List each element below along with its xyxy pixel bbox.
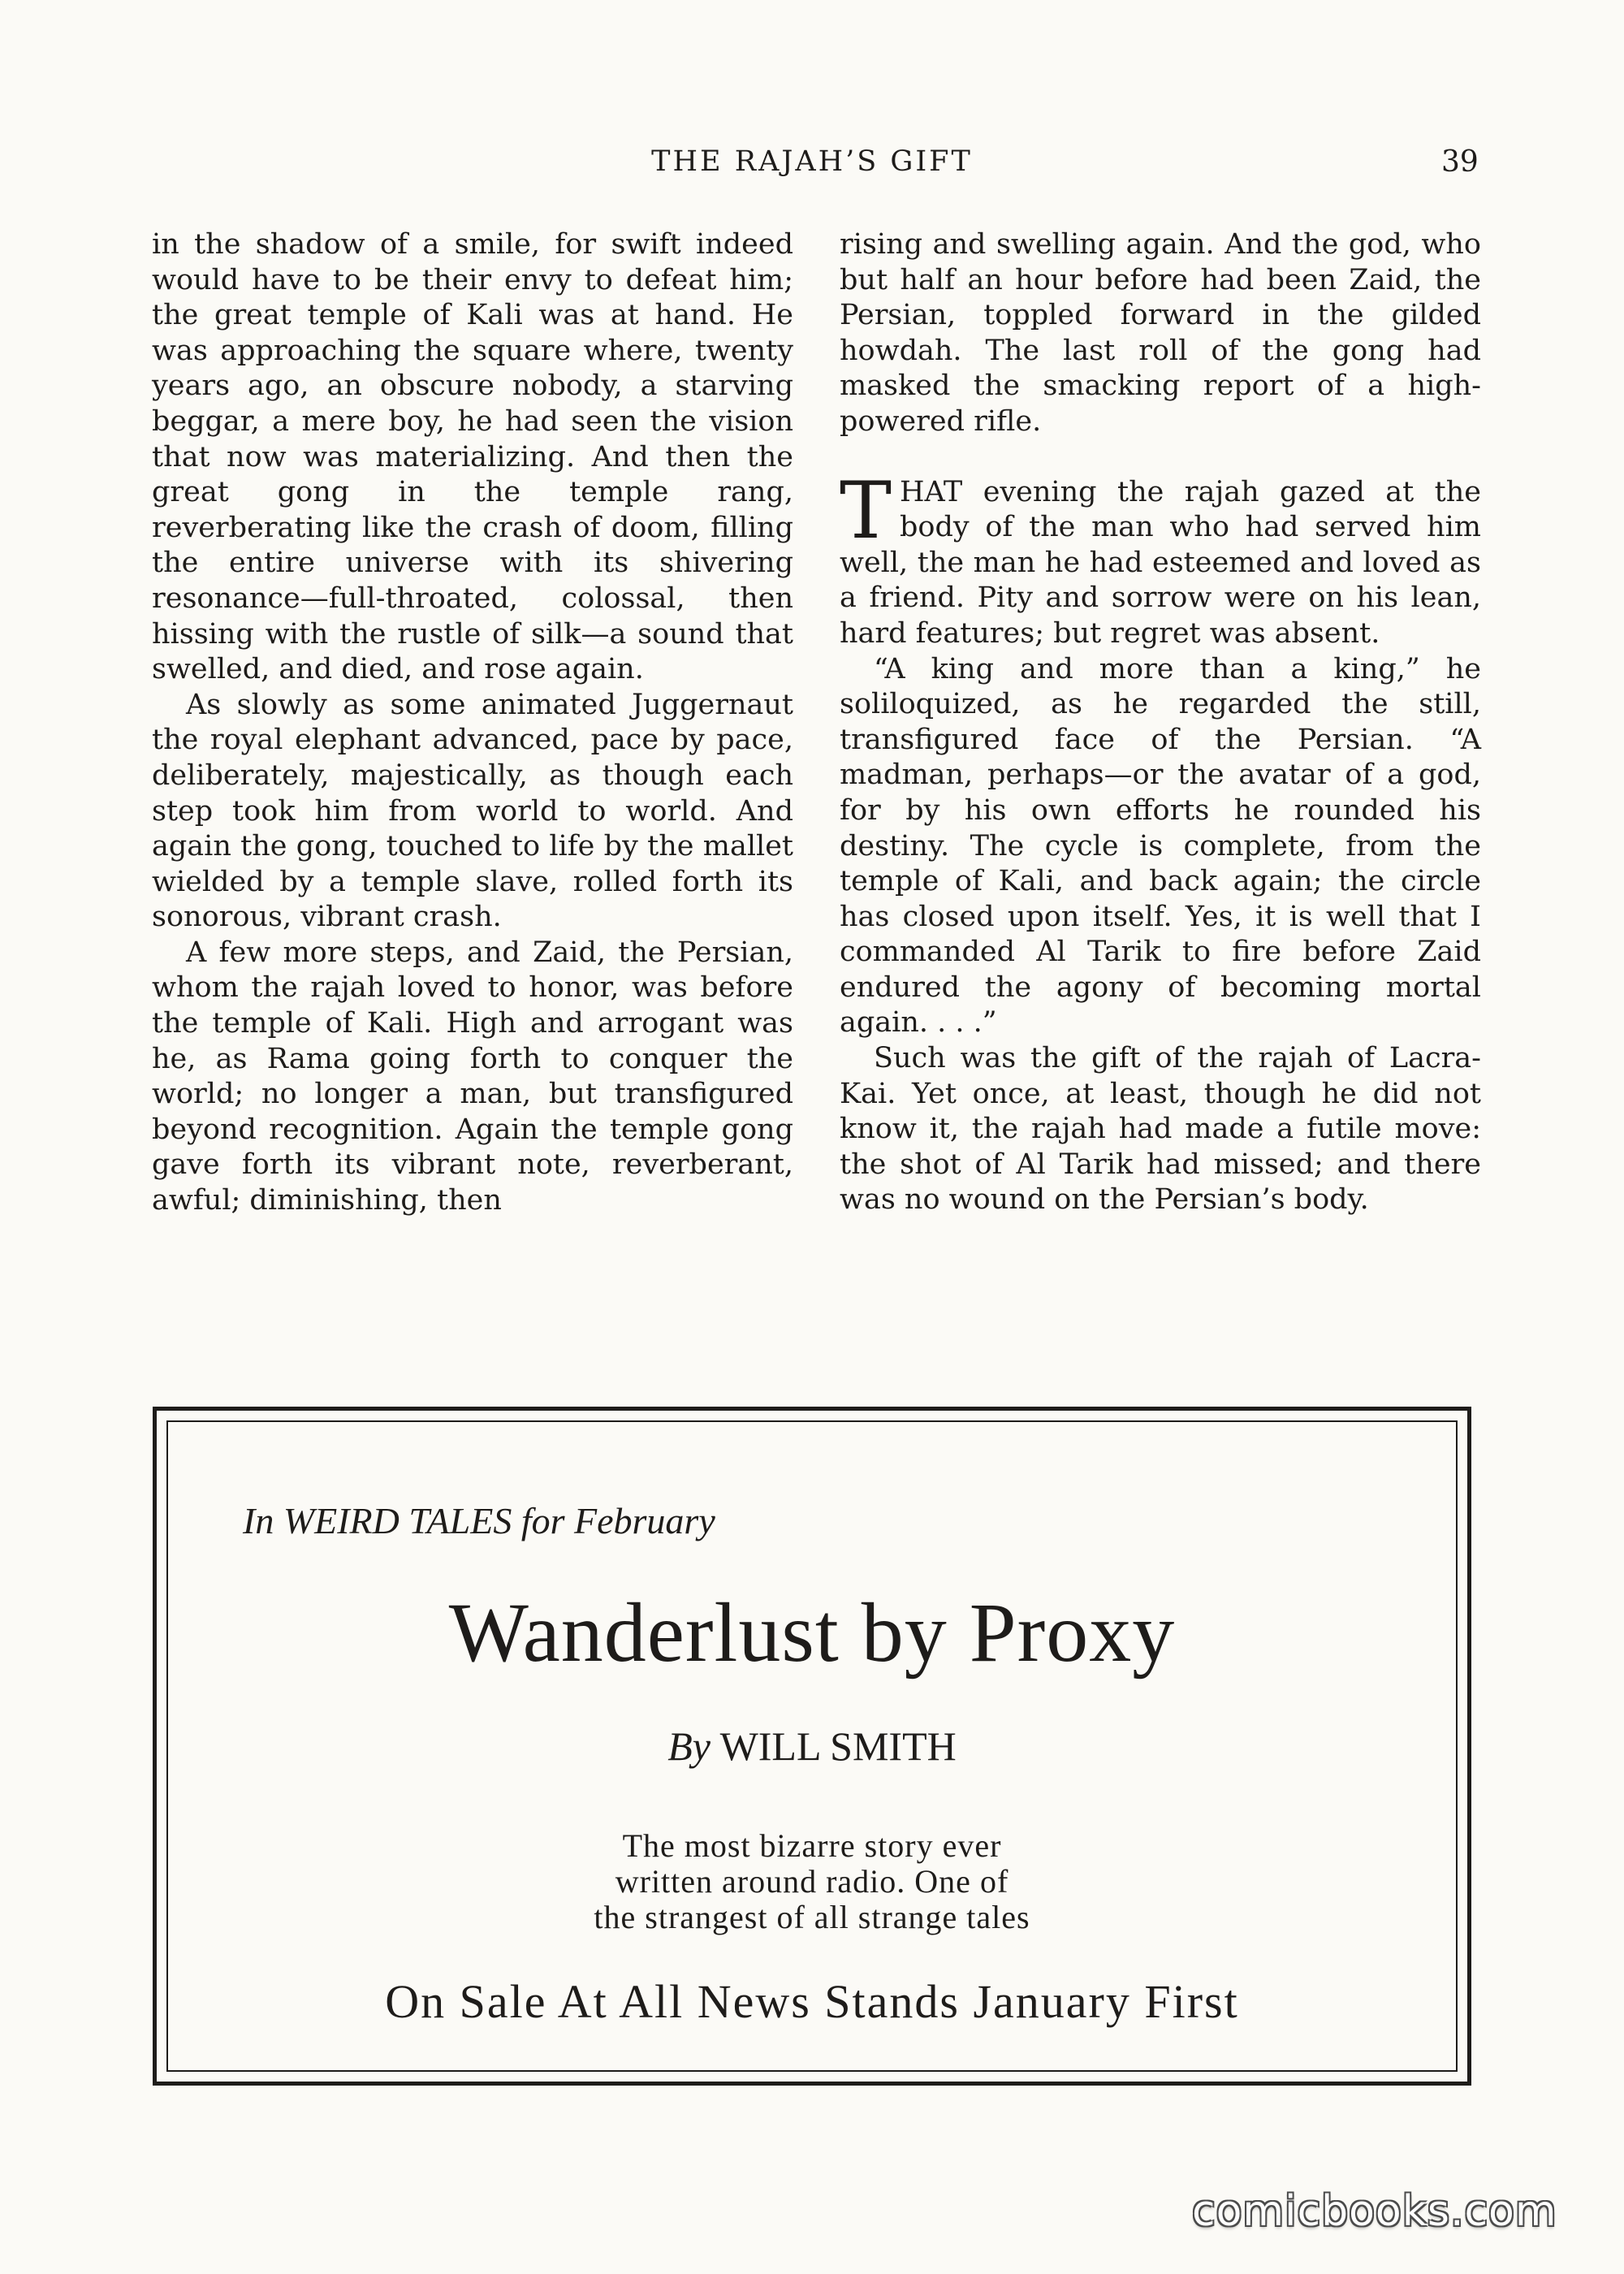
ad-blurb-line: The most bizarre story ever — [622, 1827, 1002, 1864]
ad-blurb-line: written around radio. One of — [615, 1863, 1009, 1900]
ad-kicker: In WEIRD TALES for February — [243, 1500, 715, 1541]
page-number: 39 — [1441, 145, 1479, 179]
advertisement-inner-border — [166, 1420, 1458, 2072]
left-paragraph-1: in the shadow of a smile, for swift indeed would have to be their envy to defeat him; the great temple of Kali was at hand. He was approaching the square where, twenty years ago, an obscure nobody, a starving beggar, a mere boy, he had seen the vision that now was materializing. And then the great gong in the temple rang, reverberating like the crash of doom, filling the entire universe with its shivering resonance—full-throated, colossal, then hissing with the rustle of silk—a sound that swelled, and died, and rose again. — [152, 228, 793, 686]
right-column — [840, 227, 1481, 1218]
right-paragraph-1: rising and swelling again. And the god, who but half an hour before had been Zaid, the Persian, toppled forward in the gilded howdah. The last roll of the gong had masked the smacking report of a high-powered rifle. — [840, 228, 1481, 438]
left-paragraph-3: A few more steps, and Zaid, the Persian, whom the rajah loved to honor, was before the temple of Kali. High and arrogant was he, as Rama going forth to conquer the world; no longer a man, but transfigured beyond recognition. Again the temple gong gave forth its vibrant note, reverberant, awful; diminishing, then — [152, 936, 793, 1217]
right-paragraph-4: Such was the gift of the rajah of Lacra-Kai. Yet once, at least, though he did not know it, the rajah had made a futile move: the shot of Al Tarik had missed; and there was no wound on the Persian’s body. — [840, 1042, 1481, 1217]
right-paragraph-3: “A king and more than a king,” he soliloquized, as he regarded the still, transfigured face of the Persian. “A madman, perhaps—or the avatar of a god, for by his own efforts he rounded his destiny. The cycle is complete, from the temple of Kali, and back again; the circle has closed upon itself. Yes, it is well that I commanded Al Tarik to fire before Zaid endured the agony of becoming mortal again. . . .” — [840, 652, 1481, 1040]
ad-on-sale: On Sale At All News Stands January First — [385, 1975, 1239, 2028]
advertisement-box — [153, 1407, 1471, 2086]
right-paragraph-2 — [840, 465, 1481, 652]
left-paragraph-2: As slowly as some animated Juggernaut the royal elephant advanced, pace by pace, deliberately, majestically, as though each step took him from world to world. And again the gong, touched to life by the mallet wielded by a temple slave, rolled forth its sonorous, vibrant crash. — [152, 688, 793, 934]
right-paragraph-2-text: HAT evening the rajah gazed at the body of the man who had served him well, the man he had esteemed and loved as a friend. Pity and sorrow were on his lean, hard features; but regret was absent. — [840, 475, 1481, 650]
ad-by-word: By — [667, 1723, 710, 1769]
running-head — [0, 142, 1624, 183]
ad-title: Wanderlust by Proxy — [448, 1586, 1176, 1680]
ad-author: WILL SMITH — [719, 1723, 957, 1769]
ad-blurb — [168, 1828, 1456, 1935]
ad-blurb-line: the strangest of all strange tales — [594, 1899, 1030, 1935]
ad-byline — [168, 1723, 1456, 1770]
running-title: THE RAJAH’S GIFT — [651, 145, 973, 178]
left-column — [152, 227, 793, 1219]
drop-cap: T — [840, 465, 892, 556]
watermark: comicbooks.com — [1192, 2187, 1557, 2236]
